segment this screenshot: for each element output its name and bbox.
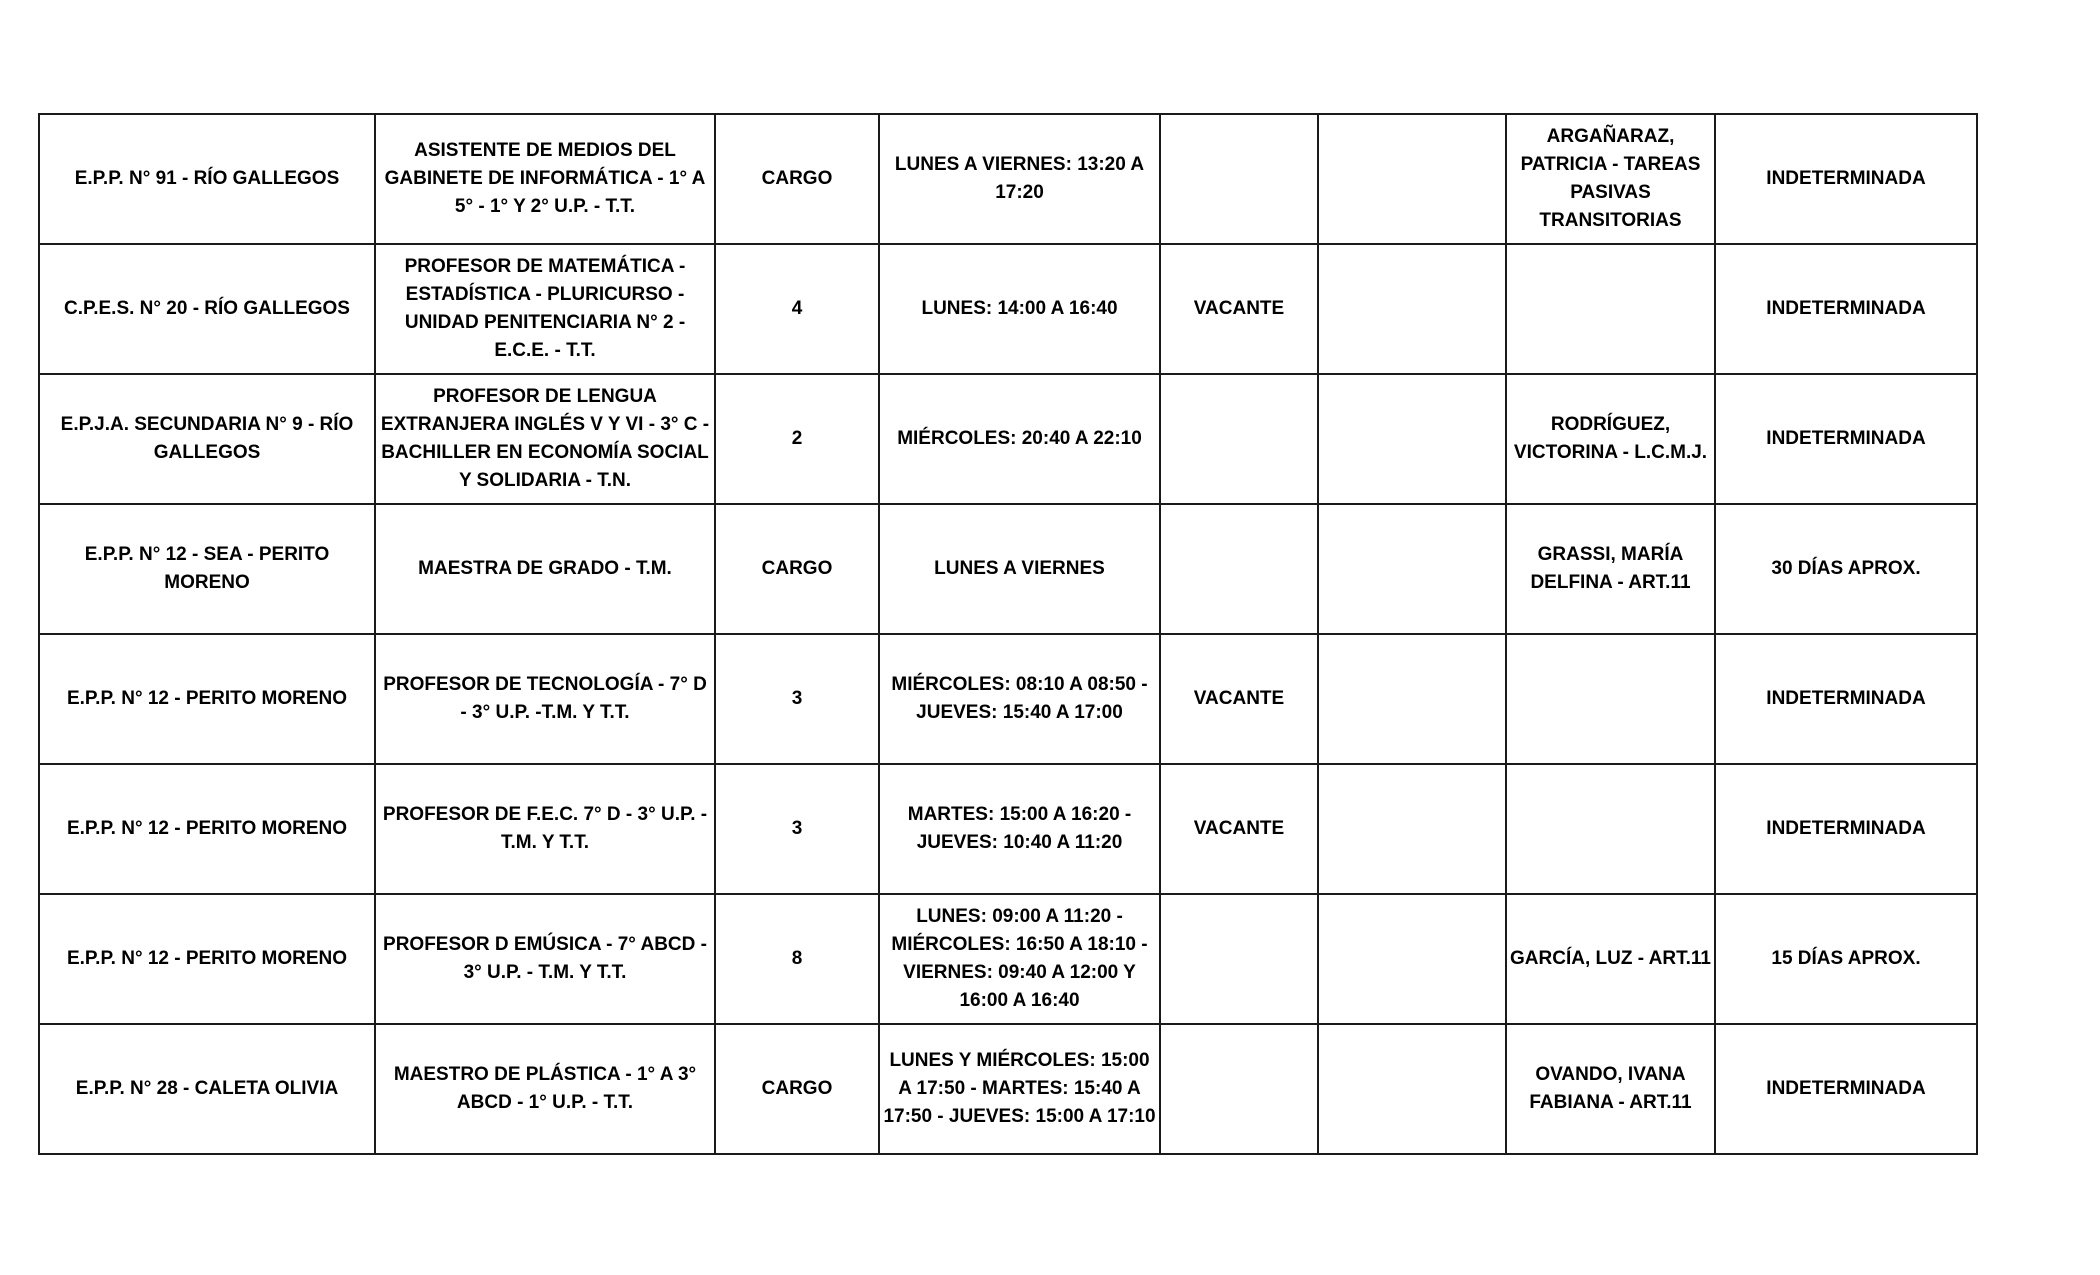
table-row (39, 504, 1977, 634)
table-row (39, 1024, 1977, 1154)
cell-extra (1318, 894, 1506, 1024)
cell-docente: ARGAÑARAZ, PATRICIA - TAREAS PASIVAS TRANSITORIAS (1506, 114, 1715, 244)
cell-duracion: INDETERMINADA (1715, 244, 1977, 374)
cargos-table (38, 113, 1978, 1155)
table-row (39, 634, 1977, 764)
cell-horas: CARGO (715, 1024, 879, 1154)
table-row (39, 894, 1977, 1024)
cell-duracion: INDETERMINADA (1715, 374, 1977, 504)
cell-extra (1318, 244, 1506, 374)
cell-duracion: INDETERMINADA (1715, 764, 1977, 894)
cell-escuela: E.P.P. N° 12 - SEA - PERITO MORENO (39, 504, 375, 634)
cell-duracion: INDETERMINADA (1715, 114, 1977, 244)
cell-horas: 3 (715, 764, 879, 894)
cell-escuela: E.P.P. N° 12 - PERITO MORENO (39, 894, 375, 1024)
cell-escuela: E.P.P. N° 12 - PERITO MORENO (39, 634, 375, 764)
cell-horario: MIÉRCOLES: 08:10 A 08:50 - JUEVES: 15:40 A 17:00 (879, 634, 1160, 764)
cell-escuela: E.P.P. N° 91 - RÍO GALLEGOS (39, 114, 375, 244)
cell-situacion (1160, 114, 1318, 244)
cell-horas: 8 (715, 894, 879, 1024)
cell-horario: LUNES Y MIÉRCOLES: 15:00 A 17:50 - MARTES: 15:40 A 17:50 - JUEVES: 15:00 A 17:10 (879, 1024, 1160, 1154)
table-row (39, 244, 1977, 374)
cell-situacion: VACANTE (1160, 244, 1318, 374)
cell-horas: CARGO (715, 504, 879, 634)
cell-duracion: 15 DÍAS APROX. (1715, 894, 1977, 1024)
cell-docente (1506, 244, 1715, 374)
cell-escuela: E.P.J.A. SECUNDARIA N° 9 - RÍO GALLEGOS (39, 374, 375, 504)
cell-horario: LUNES: 14:00 A 16:40 (879, 244, 1160, 374)
cell-extra (1318, 114, 1506, 244)
cell-docente (1506, 764, 1715, 894)
table-row (39, 764, 1977, 894)
cell-situacion (1160, 894, 1318, 1024)
cell-situacion: VACANTE (1160, 764, 1318, 894)
cell-duracion: 30 DÍAS APROX. (1715, 504, 1977, 634)
cell-situacion (1160, 1024, 1318, 1154)
cell-horas: CARGO (715, 114, 879, 244)
cell-horas: 3 (715, 634, 879, 764)
cell-espacio: ASISTENTE DE MEDIOS DEL GABINETE DE INFORMÁTICA - 1° A 5° - 1° Y 2° U.P. - T.T. (375, 114, 715, 244)
cell-extra (1318, 634, 1506, 764)
cell-extra (1318, 374, 1506, 504)
table-body (39, 114, 1977, 1154)
cell-espacio: PROFESOR DE LENGUA EXTRANJERA INGLÉS V Y VI - 3° C - BACHILLER EN ECONOMÍA SOCIAL Y SOLIDARIA - T.N. (375, 374, 715, 504)
cell-espacio: PROFESOR D EMÚSICA - 7° ABCD - 3° U.P. - T.M. Y T.T. (375, 894, 715, 1024)
table-row (39, 114, 1977, 244)
cell-horario: LUNES: 09:00 A 11:20 - MIÉRCOLES: 16:50 A 18:10 - VIERNES: 09:40 A 12:00 Y 16:00 A 16:40 (879, 894, 1160, 1024)
cell-situacion: VACANTE (1160, 634, 1318, 764)
cell-extra (1318, 764, 1506, 894)
cell-espacio: MAESTRO DE PLÁSTICA - 1° A 3° ABCD - 1° U.P. - T.T. (375, 1024, 715, 1154)
cell-espacio: PROFESOR DE F.E.C. 7° D - 3° U.P. - T.M. Y T.T. (375, 764, 715, 894)
cell-escuela: E.P.P. N° 28 - CALETA OLIVIA (39, 1024, 375, 1154)
cell-horario: MARTES: 15:00 A 16:20 - JUEVES: 10:40 A 11:20 (879, 764, 1160, 894)
cell-situacion (1160, 374, 1318, 504)
cell-extra (1318, 504, 1506, 634)
cell-duracion: INDETERMINADA (1715, 634, 1977, 764)
cell-docente (1506, 634, 1715, 764)
cell-duracion: INDETERMINADA (1715, 1024, 1977, 1154)
cell-docente: OVANDO, IVANA FABIANA - ART.11 (1506, 1024, 1715, 1154)
cell-espacio: PROFESOR DE MATEMÁTICA - ESTADÍSTICA - PLURICURSO - UNIDAD PENITENCIARIA N° 2 - E.C.E. - T.T. (375, 244, 715, 374)
cell-horas: 2 (715, 374, 879, 504)
cell-horario: MIÉRCOLES: 20:40 A 22:10 (879, 374, 1160, 504)
cell-extra (1318, 1024, 1506, 1154)
cell-escuela: C.P.E.S. N° 20 - RÍO GALLEGOS (39, 244, 375, 374)
cell-escuela: E.P.P. N° 12 - PERITO MORENO (39, 764, 375, 894)
cell-situacion (1160, 504, 1318, 634)
cell-docente: RODRÍGUEZ, VICTORINA - L.C.M.J. (1506, 374, 1715, 504)
cell-horario: LUNES A VIERNES: 13:20 A 17:20 (879, 114, 1160, 244)
cell-espacio: MAESTRA DE GRADO - T.M. (375, 504, 715, 634)
table-row (39, 374, 1977, 504)
cell-horario: LUNES A VIERNES (879, 504, 1160, 634)
cell-docente: GRASSI, MARÍA DELFINA - ART.11 (1506, 504, 1715, 634)
cell-docente: GARCÍA, LUZ - ART.11 (1506, 894, 1715, 1024)
cell-espacio: PROFESOR DE TECNOLOGÍA - 7° D - 3° U.P. -T.M. Y T.T. (375, 634, 715, 764)
cell-horas: 4 (715, 244, 879, 374)
